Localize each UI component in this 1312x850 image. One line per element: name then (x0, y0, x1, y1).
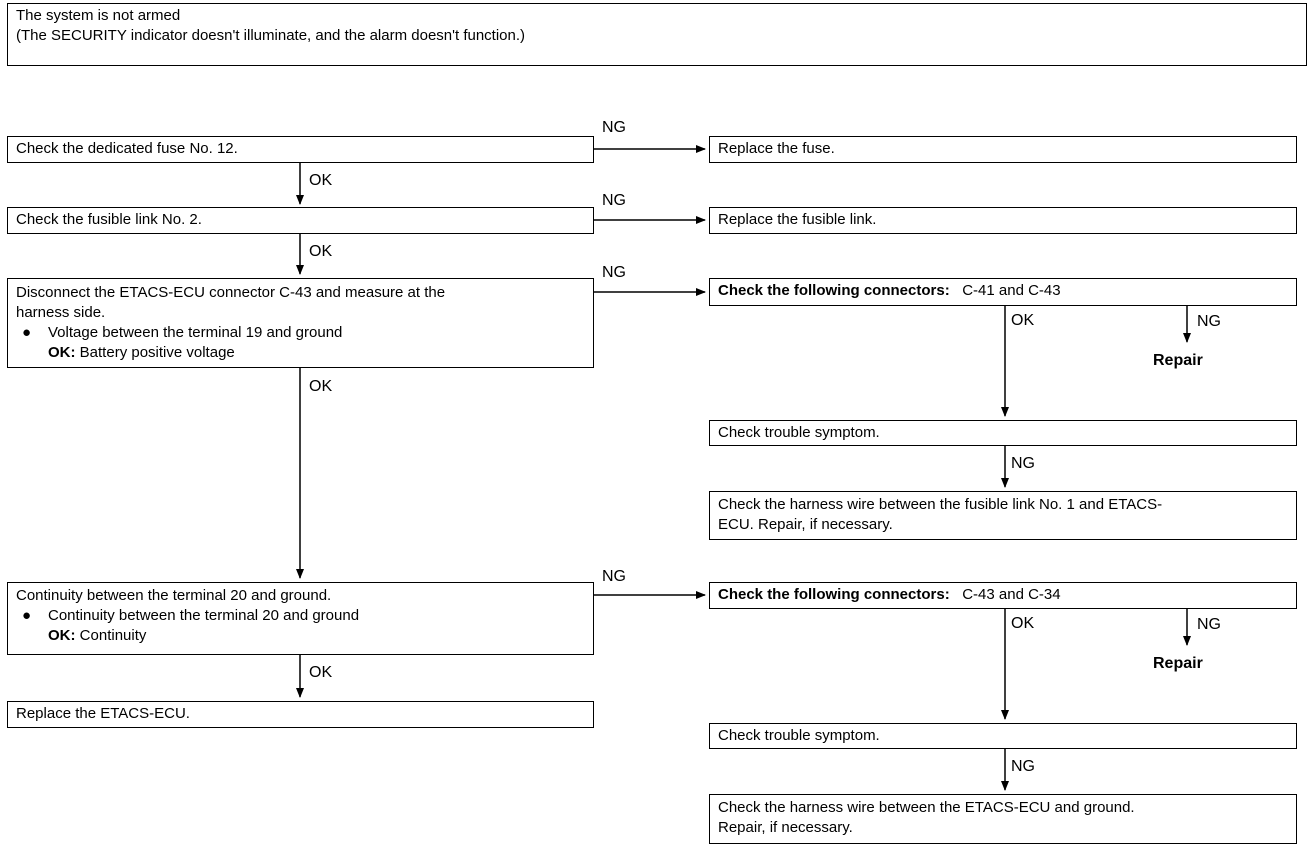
ng-label: NG (1197, 313, 1221, 330)
ng-label: NG (1011, 455, 1035, 472)
repair-label-1: Repair (1153, 352, 1203, 369)
step4-line-1: Continuity between the terminal 20 and ground. (16, 587, 332, 604)
ok-label: OK (309, 172, 333, 189)
bullet-icon: ● (22, 607, 32, 624)
step4-ok: OK: Continuity (48, 627, 147, 644)
step3-bullet: ● Voltage between the terminal 19 and ground (22, 324, 343, 341)
ng-label: NG (602, 192, 626, 209)
action-check-harness-1: Check the harness wire between the fusible link No. 1 and ETACS- ECU. Repair, if necessary. (709, 491, 1297, 540)
ok-label: OK (309, 664, 333, 681)
ng-label: NG (1197, 616, 1221, 633)
ok-label: OK (1011, 615, 1035, 632)
repair-label-2: Repair (1153, 655, 1203, 672)
ok-label: OK (1011, 312, 1035, 329)
action-replace-fusible-link: Replace the fusible link. (709, 207, 1297, 234)
action-replace-fuse: Replace the fuse. (709, 136, 1297, 163)
step4-bullet: ● Continuity between the terminal 20 and ground (22, 607, 360, 624)
bullet-icon: ● (22, 324, 32, 341)
ng-label: NG (602, 119, 626, 136)
ng-label: NG (602, 568, 626, 585)
action-check-connectors-1: Check the following connectors: C-41 and C-43 (709, 278, 1297, 306)
step-check-fusible-link: Check the fusible link No. 2. (7, 207, 594, 234)
action-check-connectors-2: Check the following connectors: C-43 and C-34 (709, 582, 1297, 609)
action-check-symptom-1: Check trouble symptom. (709, 420, 1297, 446)
step3-line-1: Disconnect the ETACS-ECU connector C-43 and measure at the (16, 284, 446, 301)
action-check-harness-2: Check the harness wire between the ETACS-ECU and ground. Repair, if necessary. (709, 794, 1297, 844)
ng-label: NG (602, 264, 626, 281)
step-replace-ecu: Replace the ETACS-ECU. (7, 701, 594, 728)
ng-label: NG (1011, 758, 1035, 775)
step-check-fuse: Check the dedicated fuse No. 12. (7, 136, 594, 163)
step-check-continuity (7, 582, 594, 655)
action-check-symptom-2: Check trouble symptom. (709, 723, 1297, 749)
step-measure-voltage (7, 278, 594, 368)
ok-label: OK (309, 378, 333, 395)
step3-line-2: harness side. (16, 304, 106, 321)
title-line-2: (The SECURITY indicator doesn't illuminate, and the alarm doesn't function.) (16, 27, 526, 44)
step3-ok: OK: Battery positive voltage (48, 344, 235, 361)
ok-label: OK (309, 243, 333, 260)
title-line-1: The system is not armed (16, 7, 181, 24)
title-box (7, 3, 1307, 66)
